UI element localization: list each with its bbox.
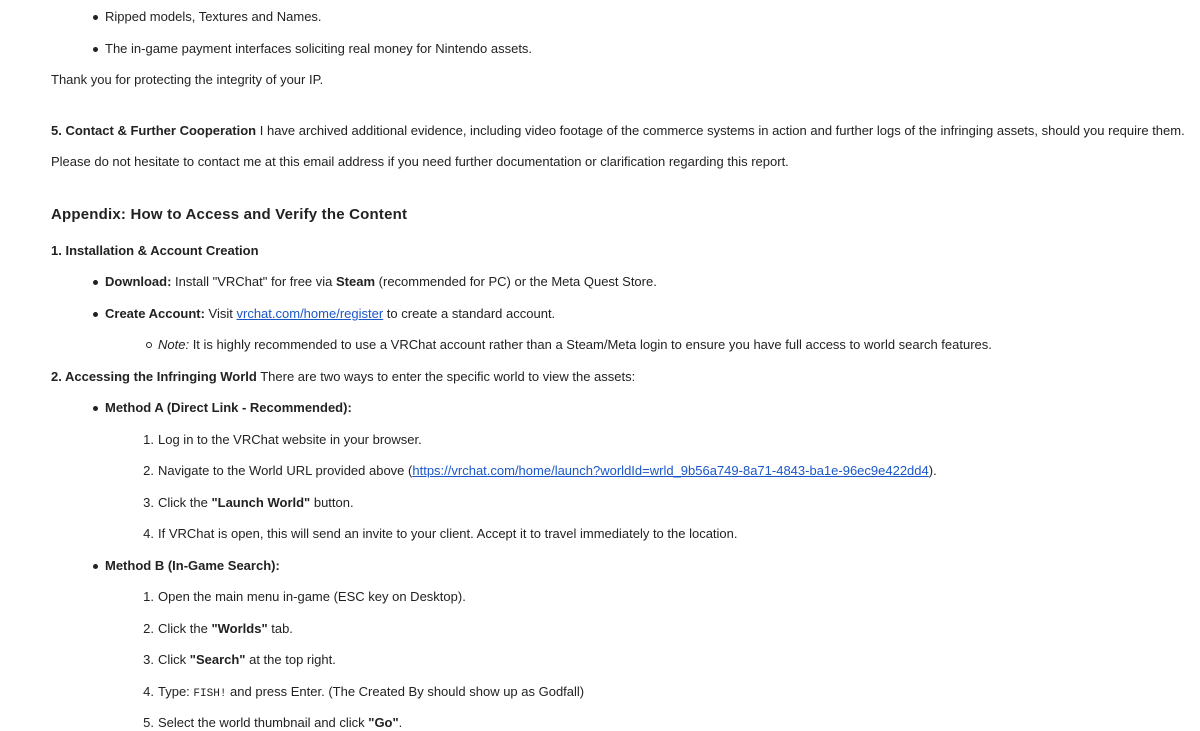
note-label: Note: [158,337,190,352]
step-number: 3. [143,495,154,510]
step-number: 5. [143,715,154,730]
section1-heading [51,243,259,259]
create-account-item [105,306,555,322]
method-b-step [143,589,466,605]
method-b-step [143,715,403,731]
step-text-end: tab. [267,621,293,636]
create-account-text: Visit [204,306,237,321]
create-account-text-end: to create a standard account. [383,306,556,321]
note-text: It is highly recommended to use a VRChat account rather than a Steam/Meta login to ensure you have full access to world search features. [189,337,992,352]
method-a-step [143,432,422,448]
method-a-step [143,463,937,479]
go-label: "Go" [368,715,399,730]
launch-world-label: "Launch World" [211,495,311,510]
method-b-step [143,684,585,702]
method-a-step [143,526,738,542]
step-text-end: at the top right. [245,652,336,667]
download-text-end: (recommended for PC) or the Meta Quest Store. [375,274,657,289]
search-label: "Search" [189,652,246,667]
world-url-link[interactable]: https://vrchat.com/home/launch?worldId=wrld_9b56a749-8a71-4843-ba1e-96ec9e422dd4 [412,463,929,478]
method-b-step [143,652,336,668]
method-b-step [143,621,293,637]
appendix-title: Appendix: How to Access and Verify the Content [51,206,408,223]
section2-heading: 2. Accessing the Infringing World [51,369,257,384]
step-text-end: . [398,715,403,730]
step-text: Click the [158,495,212,510]
step-text: Open the main menu in-game (ESC key on Desktop). [158,589,466,604]
world-search-code: FISH! [193,688,227,700]
step-text-end: ). [928,463,937,478]
list-item-text: The in-game payment interfaces soliciting real money for Nintendo assets. [105,41,533,56]
method-b-item [105,558,280,574]
step-text: If VRChat is open, this will send an invite to your client. Accept it to travel immediately to the location. [158,526,738,541]
step-number: 4. [143,684,154,699]
thanks-paragraph: Thank you for protecting the integrity of your IP. [51,72,324,87]
step-number: 2. [143,463,154,478]
contact-text: I have archived additional evidence, including video footage of the commerce systems in action and further logs of the infringing assets, should you require them. [256,123,1185,138]
contact-heading: 5. Contact & Further Cooperation [51,123,257,138]
contact-followup: Please do not hesitate to contact me at this email address if you need further documentation or clarification regarding this report. [51,154,789,169]
section1-heading-text: 1. Installation & Account Creation [51,243,259,258]
list-item-text: Ripped models, Textures and Names. [105,9,322,24]
create-account-label: Create Account: [105,306,205,321]
method-b-title: Method B (In-Game Search): [105,558,280,573]
download-item [105,274,657,290]
method-a-step [143,495,354,511]
step-number: 4. [143,526,154,541]
step-text: Select the world thumbnail and click [158,715,369,730]
step-number: 1. [143,432,154,447]
list-item [105,9,322,25]
download-text: Install "VRChat" for free via [171,274,337,289]
section2-paragraph [51,369,635,385]
step-text-end: and press Enter. (The Created By should show up as Godfall) [226,684,585,699]
step-number: 3. [143,652,154,667]
worlds-label: "Worlds" [211,621,268,636]
step-text: Navigate to the World URL provided above ( [158,463,413,478]
method-a-item [105,400,352,416]
note-item [158,337,992,353]
step-text: Click [158,652,190,667]
register-link[interactable]: vrchat.com/home/register [236,306,384,321]
contact-paragraph [51,123,1185,139]
section2-intro: There are two ways to enter the specific world to view the assets: [256,369,636,384]
step-text: Type: [158,684,194,699]
method-a-title: Method A (Direct Link - Recommended): [105,400,352,415]
steam-label: Steam [336,274,376,289]
step-text: Click the [158,621,212,636]
step-number: 1. [143,589,154,604]
step-number: 2. [143,621,154,636]
download-label: Download: [105,274,172,289]
step-text-end: button. [310,495,354,510]
list-item [105,41,532,57]
step-text: Log in to the VRChat website in your browser. [158,432,422,447]
